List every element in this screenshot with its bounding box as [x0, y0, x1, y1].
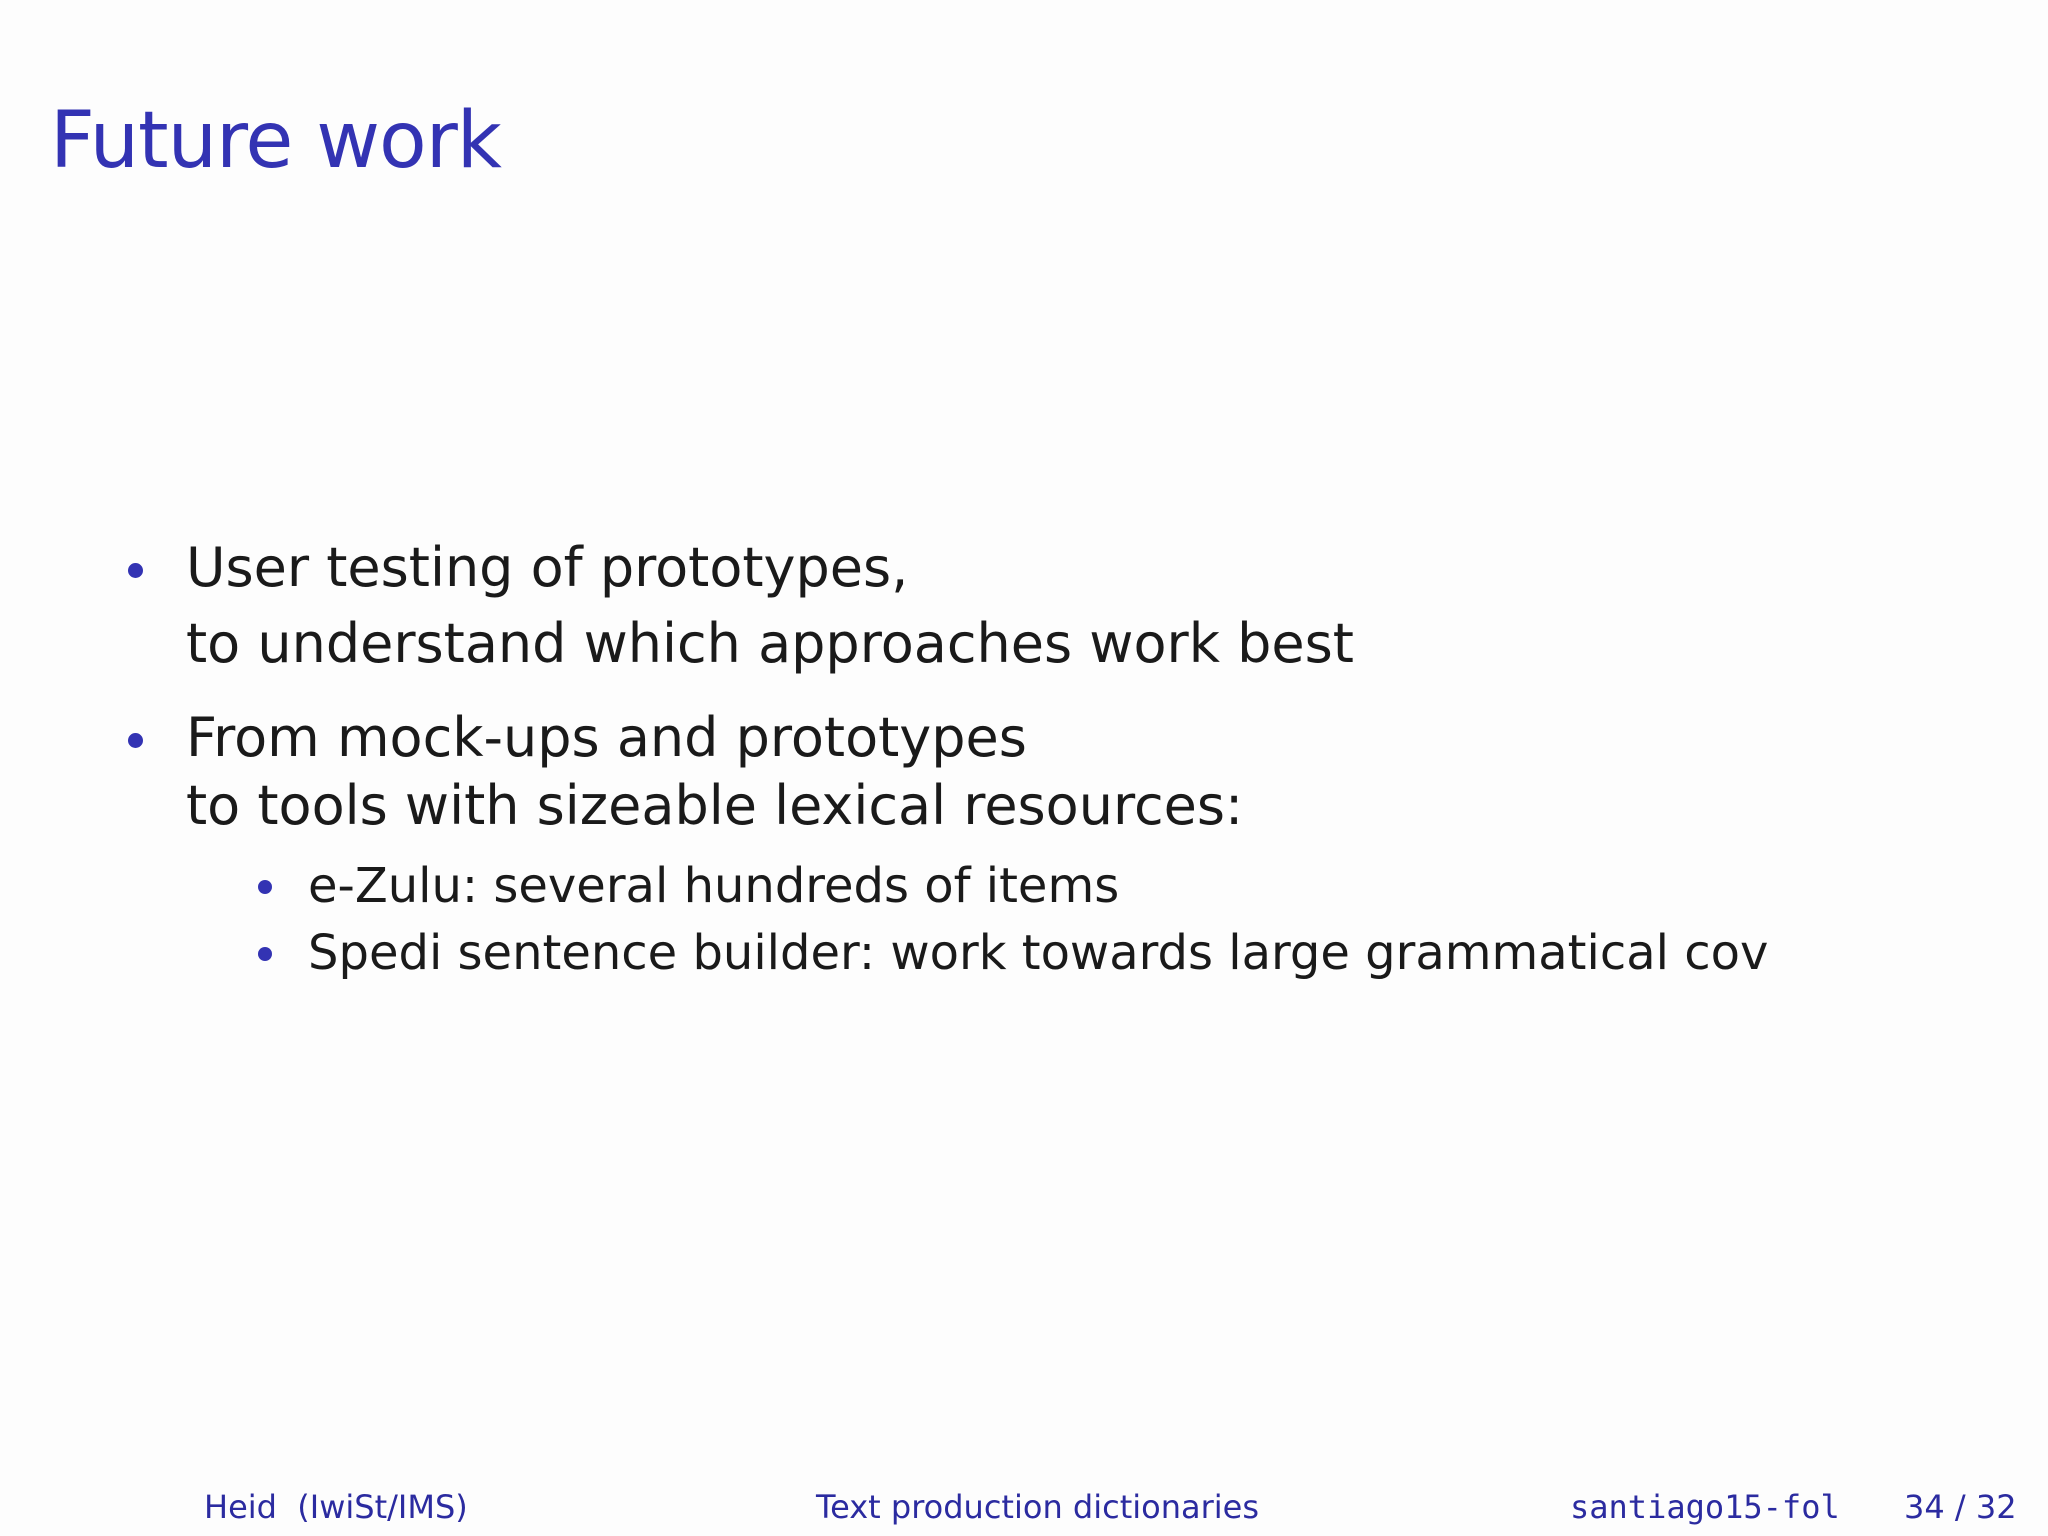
list-item	[186, 534, 1354, 678]
slide-title: Future work	[50, 96, 501, 186]
sub-list-item	[308, 852, 1119, 920]
footer-page-number: 34 / 32	[1904, 1488, 2017, 1526]
sub-bullet-icon	[258, 947, 272, 961]
sub-list-item	[308, 919, 1768, 987]
footer-talk-title: Text production dictionaries	[816, 1488, 1259, 1526]
list-item-line: to tools with sizeable lexical resources:	[186, 774, 1244, 837]
footer-author: Heid (IwiSt/IMS)	[204, 1488, 468, 1526]
sub-bullet-icon	[258, 880, 272, 894]
list-item	[186, 704, 1243, 840]
sub-list-item-text: e-Zulu: several hundreds of items	[308, 858, 1120, 914]
list-item-line: User testing of prototypes,	[186, 536, 909, 599]
bullet-icon	[128, 563, 143, 578]
list-item-line: From mock-ups and prototypes	[186, 706, 1027, 769]
footer-file-id: santiago15-fol	[1570, 1488, 1840, 1526]
bullet-icon	[128, 733, 143, 748]
sub-list-item-text: Spedi sentence builder: work towards large grammatical cov	[308, 925, 1769, 981]
list-item-line: to understand which approaches work best	[186, 612, 1354, 675]
